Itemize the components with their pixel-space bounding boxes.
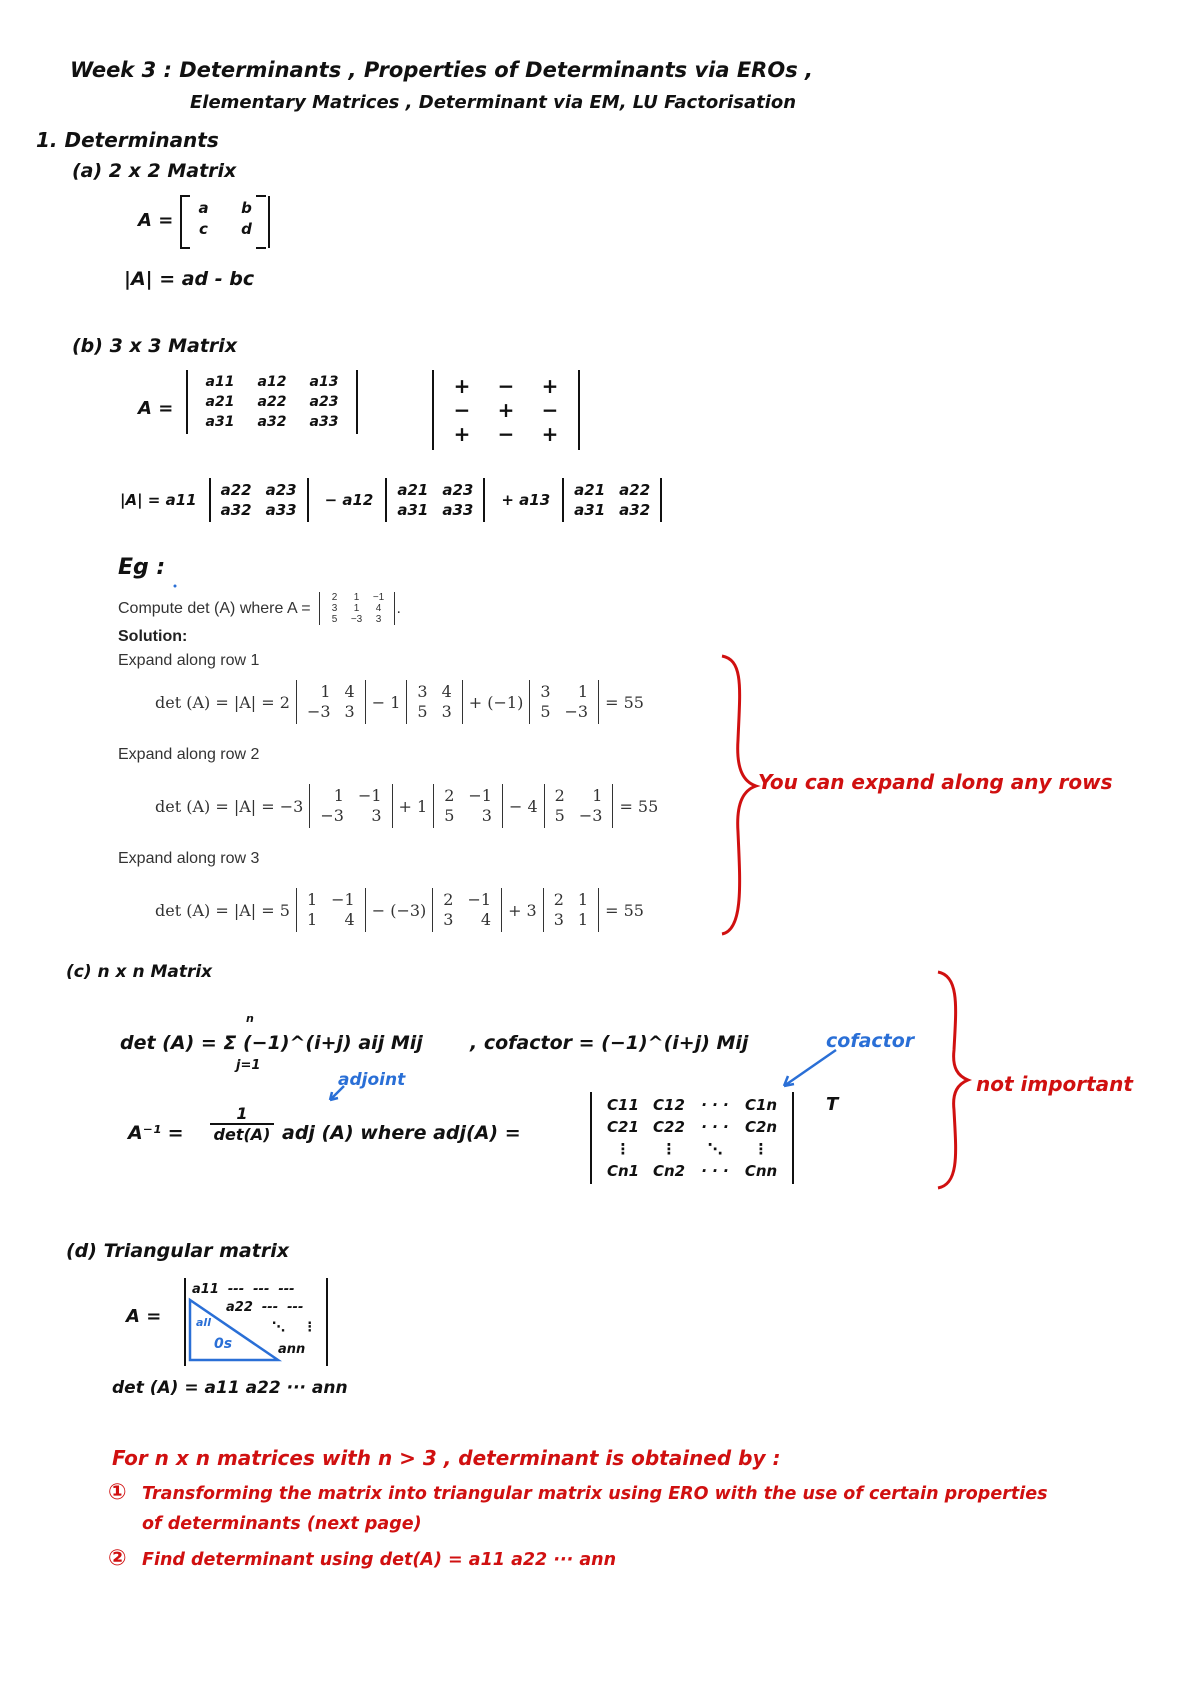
matrix-cell: −1 — [372, 592, 385, 603]
matrix-cell: 3 — [375, 614, 382, 625]
row3-lhs: det (A) = |A| = 5 — [155, 900, 290, 920]
sign-cell: + — [453, 374, 471, 398]
cell: 4 — [441, 682, 452, 701]
note-item2-number: ② — [108, 1546, 127, 1571]
inverse-numerator: 1 — [210, 1104, 274, 1125]
example-question: Compute det (A) where A = 2 1 −1 3 1 4 5 −3 3 . — [118, 592, 401, 625]
row1-op2: − 1 — [371, 692, 401, 712]
matrix-cell: a32 — [257, 414, 287, 430]
cell: 3 — [553, 910, 564, 929]
sign-cell: + — [497, 398, 515, 422]
adjoint-arrow — [330, 1086, 344, 1100]
cofactor-formula: , cofactor = (−1)^(i+j) Mij — [470, 1032, 749, 1054]
cell: 2 — [444, 786, 455, 805]
tri-row: ⋱ ⋮ — [272, 1320, 317, 1335]
matrix-a-lhs: A = — [138, 210, 174, 231]
cell: 4 — [480, 910, 492, 929]
cell: 2 — [443, 890, 454, 909]
cell: −3 — [578, 806, 603, 825]
cell: 5 — [417, 702, 428, 721]
cell: −1 — [468, 786, 492, 805]
minor-cell: a31 — [397, 501, 429, 519]
cell: 1 — [592, 786, 603, 805]
inverse-denominator: det(A) — [213, 1125, 271, 1144]
transpose-mark: T — [826, 1094, 839, 1115]
matrix-cell: 3 — [331, 603, 338, 614]
adj-cell: Cn1 — [606, 1162, 640, 1180]
matrix-cell: a22 — [257, 394, 287, 410]
matrix-cell: a33 — [309, 414, 339, 430]
minor-cell: a33 — [442, 501, 474, 519]
sign-cell: + — [541, 422, 559, 446]
question-text: Compute det (A) where A = — [118, 599, 311, 617]
adj-cell: C1n — [744, 1096, 778, 1114]
cell: 3 — [481, 806, 492, 825]
adj-cell: ⋮ — [615, 1140, 631, 1158]
subsection-a-label: (a) 2 x 2 Matrix — [72, 160, 237, 182]
cell: 1 — [320, 682, 331, 701]
adj-cell: Cn2 — [652, 1162, 686, 1180]
cell: 4 — [344, 682, 355, 701]
matrix-cell: 1 — [353, 592, 360, 603]
sign-cell: − — [541, 398, 559, 422]
sign-cell: + — [541, 374, 559, 398]
adj-cell: C2n — [744, 1118, 778, 1136]
zeros-label: 0s — [214, 1336, 233, 1352]
matrix-d-lhs: A = — [126, 1306, 162, 1327]
det-2x2-formula: |A| = ad - bc — [124, 268, 255, 290]
row3-op2: − (−3) — [371, 900, 427, 920]
cell: 3 — [344, 702, 355, 721]
cell: 5 — [444, 806, 455, 825]
cell: 1 — [577, 890, 589, 909]
note-item1-cont: of determinants (next page) — [142, 1514, 422, 1534]
page-subtitle: Elementary Matrices , Determinant via EM, LU Factorisation — [190, 92, 797, 113]
note-line1: For n x n matrices with n > 3 , determinant is obtained by : — [112, 1446, 781, 1470]
expand-any-row-note: You can expand along any rows — [758, 770, 1113, 794]
matrix-cell: a12 — [257, 374, 287, 390]
cell: 1 — [333, 786, 344, 805]
minor-cell: a31 — [574, 501, 606, 519]
row2-label: Expand along row 2 — [118, 746, 260, 763]
row2-op3: − 4 — [508, 796, 538, 816]
det-3x3-op3: + a13 — [501, 491, 551, 509]
tri-row: a22 --- --- — [226, 1300, 304, 1315]
row3-label: Expand along row 3 — [118, 850, 260, 867]
matrix-cell: a21 — [205, 394, 235, 410]
det-nxn-text: det (A) = Σ (−1)^(i+j) aij Mij — [120, 1032, 423, 1054]
row2-result: = 55 — [619, 796, 659, 816]
matrix-cell: b — [241, 199, 252, 217]
subsection-c-label: (c) n x n Matrix — [66, 962, 213, 982]
minor-cell: a22 — [220, 481, 252, 499]
tri-row: a11 --- --- --- — [192, 1282, 295, 1297]
row1-op3: + (−1) — [468, 692, 524, 712]
not-important-note: not important — [976, 1072, 1133, 1096]
section-title: 1. Determinants — [36, 128, 219, 152]
minor-cell: a23 — [265, 481, 297, 499]
row1-result: = 55 — [605, 692, 644, 712]
cell: 1 — [306, 890, 318, 909]
cell: 3 — [417, 682, 428, 701]
sum-lower-limit: j=1 — [236, 1058, 261, 1073]
note-item1-number: ① — [108, 1480, 127, 1505]
row1-label: Expand along row 1 — [118, 652, 260, 669]
cell: 5 — [554, 806, 565, 825]
cell: 3 — [540, 682, 551, 701]
sum-upper-limit: n — [246, 1012, 254, 1025]
cell: −1 — [467, 890, 492, 909]
all-label: all — [196, 1316, 211, 1329]
adj-cell: ⋮ — [661, 1140, 677, 1158]
inverse-rhs: adj (A) where adj(A) = — [282, 1122, 521, 1144]
cell: −3 — [320, 806, 344, 825]
adj-cell: C22 — [653, 1118, 685, 1136]
minor-cell: a33 — [265, 501, 297, 519]
minor-cell: a32 — [220, 501, 252, 519]
cell: 1 — [306, 910, 318, 929]
row2-op2: + 1 — [398, 796, 428, 816]
adj-cell: · · · — [701, 1096, 729, 1114]
matrix-cell: 4 — [375, 603, 382, 614]
matrix-cell: a11 — [205, 374, 235, 390]
cofactor-arrow — [784, 1050, 836, 1086]
adj-cell: · · · — [701, 1118, 729, 1136]
note-item1: Transforming the matrix into triangular matrix using ERO with the use of certain properties — [142, 1484, 1048, 1504]
matrix-cell: 2 — [331, 592, 338, 603]
adjoint-annotation: adjoint — [338, 1070, 406, 1090]
det-triangular-formula: det (A) = a11 a22 ··· ann — [112, 1378, 348, 1398]
det-3x3-lhs: |A| = a11 — [120, 491, 197, 509]
minor-cell: a23 — [442, 481, 474, 499]
matrix-b-lhs: A = — [138, 398, 174, 419]
matrix-cell: a13 — [309, 374, 339, 390]
tri-row: ann — [278, 1342, 306, 1357]
cell: 2 — [553, 890, 564, 909]
sign-cell: − — [497, 374, 515, 398]
example-label: Eg : — [118, 555, 166, 580]
note-item2: Find determinant using det(A) = a11 a22 ··· ann — [142, 1550, 617, 1570]
row3-op3: + 3 — [508, 900, 537, 920]
cell: 1 — [577, 910, 589, 929]
page-title: Week 3 : Determinants , Properties of Determinants via EROs , — [70, 58, 813, 82]
minor-cell: a21 — [397, 481, 429, 499]
adj-cell: ⋮ — [753, 1140, 769, 1158]
cofactor-annotation: cofactor — [826, 1030, 915, 1052]
row3-result: = 55 — [605, 900, 644, 920]
solution-label: Solution: — [118, 628, 188, 645]
zero-triangle — [190, 1300, 278, 1360]
matrix-cell: d — [241, 220, 252, 238]
cell: −1 — [357, 786, 382, 805]
minor-cell: a22 — [619, 481, 651, 499]
cell: 1 — [577, 682, 589, 701]
adj-cell: C21 — [607, 1118, 639, 1136]
matrix-cell: −3 — [350, 614, 363, 625]
matrix-cell: a31 — [205, 414, 235, 430]
row2-lhs: det (A) = |A| = −3 — [155, 796, 304, 816]
matrix-cell: 1 — [353, 603, 360, 614]
cell: 3 — [371, 806, 382, 825]
adj-cell: C12 — [653, 1096, 685, 1114]
matrix-cell: a23 — [309, 394, 339, 410]
minor-cell: a21 — [574, 481, 606, 499]
matrix-cell: c — [199, 220, 208, 238]
det-3x3-op2: − a12 — [324, 491, 374, 509]
red-brace-nxn — [938, 972, 968, 1188]
cell: 4 — [344, 910, 355, 929]
cell: −3 — [564, 702, 589, 721]
cell: 5 — [540, 702, 551, 721]
sign-cell: + — [453, 422, 471, 446]
row1-lhs: det (A) = |A| = 2 — [155, 692, 290, 712]
cell: 3 — [441, 702, 452, 721]
inverse-lhs: A⁻¹ = — [128, 1122, 184, 1144]
sign-cell: − — [497, 422, 515, 446]
cell: −3 — [306, 702, 331, 721]
adj-cell: ⋱ — [707, 1140, 723, 1158]
adj-cell: C11 — [607, 1096, 639, 1114]
matrix-cell: 5 — [331, 614, 338, 625]
red-brace-example — [722, 656, 756, 934]
cell: 3 — [443, 910, 454, 929]
cell: −1 — [331, 890, 355, 909]
cell: 2 — [554, 786, 565, 805]
subsection-b-label: (b) 3 x 3 Matrix — [72, 335, 238, 357]
matrix-cell: a — [198, 199, 209, 217]
adj-cell: · · · — [701, 1162, 729, 1180]
adj-cell: Cnn — [744, 1162, 778, 1180]
sign-cell: − — [453, 398, 471, 422]
minor-cell: a32 — [619, 501, 651, 519]
subsection-d-label: (d) Triangular matrix — [66, 1240, 289, 1262]
